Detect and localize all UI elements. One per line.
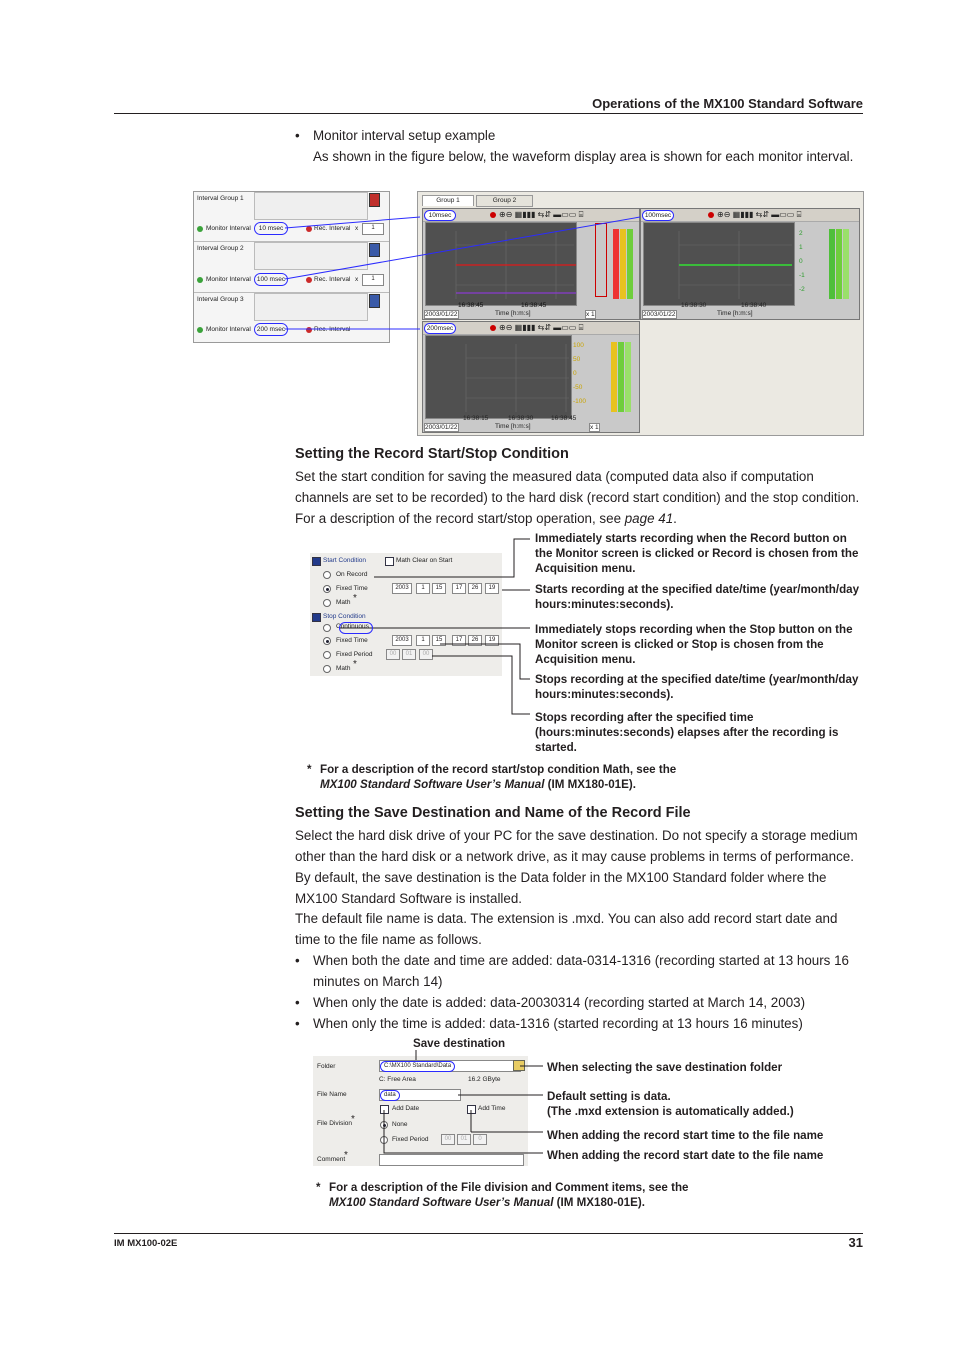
stop-second[interactable]: 19 xyxy=(485,635,499,646)
record-note: For a description of the record start/stop condition Math, see the MX100 Standard Software User’s Manual (IM MX180-01E). xyxy=(320,763,677,791)
callout-stop-fixed: Stops recording at the specified date/time (year/month/day hours:minutes:seconds). xyxy=(535,673,859,701)
group-1-name: Interval Group 1 xyxy=(197,195,244,202)
monitor-bullet: • Monitor interval setup example xyxy=(295,128,496,143)
callout-fixed-period: Stops recording after the specified time (hours:minutes:seconds) elapses after the recording is started. xyxy=(535,711,839,754)
save-note: For a description of the File division and Comment items, see the MX100 Standard Software User’s Manual (IM MX180-01E). xyxy=(329,1181,689,1209)
rec-multiplier-2[interactable]: 1 xyxy=(362,274,384,286)
interval-select-1[interactable]: 10 msec xyxy=(254,222,288,235)
stop-month[interactable]: 1 xyxy=(416,635,430,646)
page-link[interactable]: page 41 xyxy=(624,511,674,526)
rec-multiplier-1[interactable]: 1 xyxy=(362,223,384,235)
scale-box[interactable]: x 1 xyxy=(586,311,595,318)
tab-group-2[interactable]: Group 2 xyxy=(476,195,533,207)
period-seconds[interactable]: 00 xyxy=(419,649,433,660)
running-header: Operations of the MX100 Standard Software xyxy=(592,96,863,111)
save-para-2: The default file name is data. The extension is .mxd. You can also add record start date and time to the file name as follows. xyxy=(295,911,838,947)
save-bullet-1: • When both the date and time are added: data-0314-1316 (recording started at 13 hours 16 minutes on March 14) xyxy=(295,953,849,989)
footer-doc-id: IM MX100-02E xyxy=(114,1238,178,1249)
zoom-icon[interactable]: ⊕⊖ ▦▮▮▮ ⇆⇵ ▬▭▭ ⌸ xyxy=(499,210,584,219)
period-minutes[interactable]: 01 xyxy=(402,649,416,660)
division-hours[interactable]: 00 xyxy=(441,1134,455,1145)
group-2-name: Interval Group 2 xyxy=(197,245,244,252)
display-10msec: 10msec ⊕⊖ ▦▮▮▮ ⇆⇵ ▬▭▭ ⌸ 16:38:45 16:38:45 2003/01/22 Time [h:m:s] x 1 xyxy=(422,208,640,320)
rec-interval-label: Rec. Interval xyxy=(314,225,351,232)
file-name-input[interactable]: data xyxy=(379,1089,461,1101)
save-para-1: Select the hard disk drive of your PC for the save destination. Do not specify a storage medium other than the hard disk or a network drive, as it may cause problems in terms of performance. By default, the save destination is the Data folder in the MX100 Standard folder where the MX100 Standard Software is installed. xyxy=(295,828,858,906)
callout-continuous: Immediately stops recording when the Stop button on the Monitor screen is clicked or Stop is chosen from the Acquisition menu. xyxy=(535,623,853,666)
footer-rule xyxy=(114,1233,863,1234)
stop-minute[interactable]: 26 xyxy=(468,635,482,646)
display-100msec: 100msec ⊕⊖ ▦▮▮▮ ⇆⇵ ▬▭▭ ⌸ 16:38:30 16:38:40 2003/01/22 Time [h:m:s] 2 1 0 -1 -2 xyxy=(640,208,860,320)
interval-groups-panel: Interval Group 1 Monitor Interval 10 msec Rec. Interval x 1 Interval Group 2 Monitor Interval 100 msec Rec. Interval x 1 Interval Group 3 Monitor Interval 200 msec Rec. Interval xyxy=(193,191,390,343)
callout-start-fixed: Starts recording at the specified date/time (year/month/day hours:minutes:seconds). xyxy=(535,583,860,611)
zoom-icon[interactable]: ⊕⊖ ▦▮▮▮ ⇆⇵ ▬▭▭ ⌸ xyxy=(499,323,584,332)
callout-mxd-ext: (The .mxd extension is automatically added.) xyxy=(547,1105,794,1118)
save-bullet-2: • When only the date is added: data-20030314 (recording started at March 14, 2003) xyxy=(295,995,806,1010)
start-hour[interactable]: 17 xyxy=(452,583,466,594)
scale-box[interactable]: x 1 xyxy=(590,424,599,431)
y-scale-yellow: 100 50 0 -50 -100 xyxy=(573,342,587,405)
record-text: Set the start condition for saving the measured data (computed data also if computation channels are set to be recorded) to the hard disk (record start condition) and the stop condition. For a description of the record start/stop operation, see page 41. xyxy=(295,469,860,526)
start-month[interactable]: 1 xyxy=(416,583,430,594)
record-note-star: * xyxy=(307,763,312,776)
callout-default-name: Default setting is data. xyxy=(547,1090,671,1103)
monitor-text: As shown in the figure below, the waveform display area is shown for each monitor interval. xyxy=(313,149,854,164)
display-interval-badge[interactable]: 100msec xyxy=(642,210,674,221)
save-section-title: Setting the Save Destination and Name of the Record File xyxy=(295,805,691,821)
record-condition-panel: Start Condition Math Clear on Start On Record Fixed Time 2003 1 15 17 26 19 Math * Stop Condition Continuous Fixed Time 2003 1 15 17 26 19 Fixed Period 00 01 00 Math * xyxy=(310,553,502,676)
callout-on-record: Immediately starts recording when the Record button on the Monitor screen is clicked or Record is chosen from the Acquisition menu. xyxy=(535,532,859,575)
folder-input[interactable]: C:\MX100 Standard\Data xyxy=(379,1060,521,1072)
callout-add-date: When adding the record start date to the file name xyxy=(547,1149,824,1162)
stop-year[interactable]: 2003 xyxy=(392,635,412,646)
math-asterisk: * xyxy=(353,593,357,604)
save-settings-panel: Folder C:\MX100 Standard\Data C: Free Area 16.2 GByte File Name data Add Date Add Time File Division * None Fixed Period 00 01 0 Comment * xyxy=(313,1056,528,1166)
start-day[interactable]: 15 xyxy=(432,583,446,594)
tab-group-1[interactable]: Group 1 xyxy=(422,195,474,206)
stop-hour[interactable]: 17 xyxy=(452,635,466,646)
save-bullet-3: • When only the time is added: data-1316 (started recording at 13 hours 16 minutes) xyxy=(295,1016,803,1031)
interval-select-2[interactable]: 100 msec xyxy=(254,273,288,286)
record-section-title: Setting the Record Start/Stop Condition xyxy=(295,446,569,462)
y-scale-green: 2 1 0 -1 -2 xyxy=(799,230,805,293)
display-date: 2003/01/22 xyxy=(425,424,458,431)
callout-add-time: When adding the record start time to the file name xyxy=(547,1129,824,1142)
start-second[interactable]: 19 xyxy=(485,583,499,594)
page-number: 31 xyxy=(848,1235,863,1250)
display-date: 2003/01/22 xyxy=(643,311,676,318)
display-interval-badge[interactable]: 200msec xyxy=(424,323,456,334)
monitor-interval-label: Monitor Interval xyxy=(206,225,251,232)
display-interval-badge[interactable]: 10msec xyxy=(424,210,456,221)
save-destination-label: Save destination xyxy=(413,1037,506,1050)
stop-day[interactable]: 15 xyxy=(432,635,446,646)
display-200msec: 200msec ⊕⊖ ▦▮▮▮ ⇆⇵ ▬▭▭ ⌸ 16:38:15 16:38:30 16:38:45 2003/01/22 Time [h:m:s] x 1 100 50 0 -50 -100 xyxy=(422,321,640,433)
group-3-name: Interval Group 3 xyxy=(197,296,244,303)
start-year[interactable]: 2003 xyxy=(392,583,412,594)
zoom-icon[interactable]: ⊕⊖ ▦▮▮▮ ⇆⇵ ▬▭▭ ⌸ xyxy=(717,210,802,219)
callout-folder: When selecting the save destination folder xyxy=(547,1061,783,1074)
division-seconds[interactable]: 0 xyxy=(473,1134,487,1145)
interval-select-3[interactable]: 200 msec xyxy=(254,323,288,336)
display-date: 2003/01/22 xyxy=(425,311,458,318)
period-hours[interactable]: 00 xyxy=(386,649,400,660)
division-minutes[interactable]: 01 xyxy=(457,1134,471,1145)
save-note-star: * xyxy=(316,1181,321,1194)
start-minute[interactable]: 26 xyxy=(468,583,482,594)
